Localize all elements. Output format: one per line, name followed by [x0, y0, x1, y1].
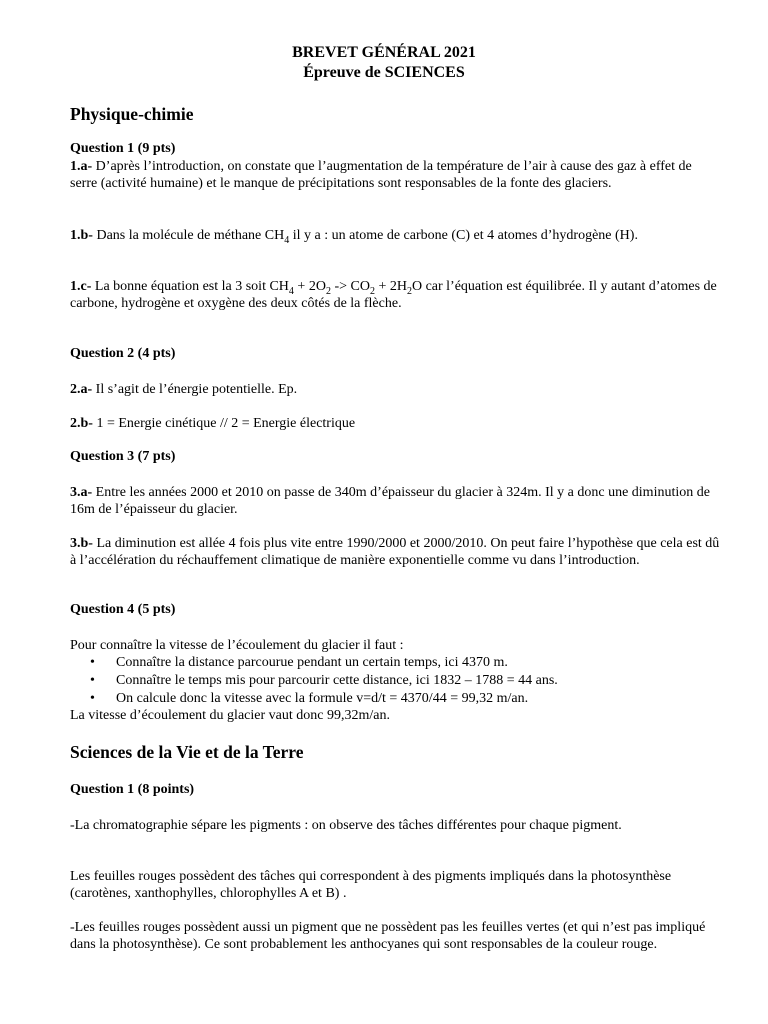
answer-text: Entre les années 2000 et 2010 on passe de 340m d’épaisseur du glacier à 324m. Il y a donc une diminution de 16m de l’épaisseur du glacier.: [70, 485, 710, 517]
answer-4-intro: Pour connaître la vitesse de l’écoulement du glacier il faut :: [70, 638, 404, 653]
answer-text: -> CO: [330, 279, 370, 294]
subscript: 2: [325, 285, 331, 297]
answer-3a: [70, 484, 720, 518]
list-item: [90, 672, 730, 689]
question-heading: Question 3 (7 pts): [70, 449, 176, 464]
answer-1c: [70, 278, 720, 312]
question-heading: Question 4 (5 pts): [70, 602, 176, 617]
answer-text: O car l’équation est équilibrée. Il y autant d’atomes de carbone, hydrogène et oxygène des deux côtés de la flèche.: [70, 279, 717, 311]
answer-text: La bonne équation est la 3 soit CH: [91, 279, 289, 294]
answer-4-conclusion: La vitesse d’écoulement du glacier vaut donc 99,32m/an.: [70, 708, 390, 723]
svt-paragraph-2: Les feuilles rouges possèdent des tâches qui correspondent à des pigments impliqués dans la photosynthèse (carotènes, xanthophylles, chlorophylles A et B) .: [70, 869, 672, 901]
svt-paragraph-1: -La chromatographie sépare les pigments : on observe des tâches différentes pour chaque pigment.: [70, 818, 622, 833]
answer-label: 1.c-: [70, 279, 92, 294]
list-item: [90, 690, 730, 707]
answer-label: 2.a-: [70, 382, 93, 397]
question-heading: Question 1 (8 points): [70, 782, 195, 797]
answer-text: D’après l’introduction, on constate que l’augmentation de la température de l’air à cause des gaz à effet de serre (activité humaine) et le manque de précipitations sont responsables de la fonte des glaciers.: [70, 159, 692, 191]
answer-2a: [70, 381, 720, 398]
answer-text: Dans la molécule de méthane CH: [92, 228, 285, 243]
document-title: BREVET GÉNÉRAL 2021: [292, 44, 476, 61]
question-heading: Question 1 (9 pts): [70, 141, 176, 156]
question-heading: Question 2 (4 pts): [70, 346, 176, 361]
answer-1b: [70, 227, 720, 244]
answer-text: il y a : un atome de carbone (C) et 4 atomes d’hydrogène (H).: [289, 228, 638, 243]
answer-label: 2.b-: [70, 416, 93, 431]
subscript: 4: [288, 285, 294, 297]
bullet-icon: •: [90, 673, 95, 688]
answer-text: La diminution est allée 4 fois plus vite entre 1990/2000 et 2000/2010. On peut faire l’hypothèse que cela est dû à l’accélération du réchauffement climatique de manière exponentielle comme vu dans l’introduction.: [70, 536, 720, 568]
subscript: 4: [284, 234, 290, 246]
document-subtitle: Épreuve de SCIENCES: [303, 64, 465, 81]
answer-text: 1 = Energie cinétique // 2 = Energie électrique: [92, 416, 356, 431]
svt-paragraph-3: -Les feuilles rouges possèdent aussi un pigment que ne possèdent pas les feuilles vertes (et qui n’est pas impliqué dans la photosynthèse). Ce sont probablement les anthocyanes qui sont responsables de la couleur rouge.: [70, 920, 706, 952]
list-item-text: On calcule donc la vitesse avec la formule v=d/t = 4370/44 = 99,32 m/an.: [116, 691, 529, 706]
subscript: 2: [406, 285, 412, 297]
answer-1a: [70, 158, 720, 192]
answer-label: 1.a-: [70, 159, 93, 174]
subscript: 2: [369, 285, 375, 297]
answer-2b: [70, 415, 720, 432]
answer-label: 3.b-: [70, 536, 93, 551]
bullet-icon: •: [90, 691, 95, 706]
list-item-text: Connaître le temps mis pour parcourir cette distance, ici 1832 – 1788 = 44 ans.: [116, 673, 558, 688]
list-item-text: Connaître la distance parcourue pendant un certain temps, ici 4370 m.: [116, 655, 508, 670]
answer-3b: [70, 535, 720, 569]
list-item: [90, 654, 730, 671]
section-heading-svt: Sciences de la Vie et de la Terre: [70, 742, 304, 762]
answer-text: + 2O: [293, 279, 326, 294]
answer-text: Il s’agit de l’énergie potentielle. Ep.: [92, 382, 298, 397]
answer-label: 1.b-: [70, 228, 93, 243]
bullet-icon: •: [90, 655, 95, 670]
answer-label: 3.a-: [70, 485, 93, 500]
section-heading-physique: Physique-chimie: [70, 104, 194, 124]
answer-text: + 2H: [374, 279, 407, 294]
